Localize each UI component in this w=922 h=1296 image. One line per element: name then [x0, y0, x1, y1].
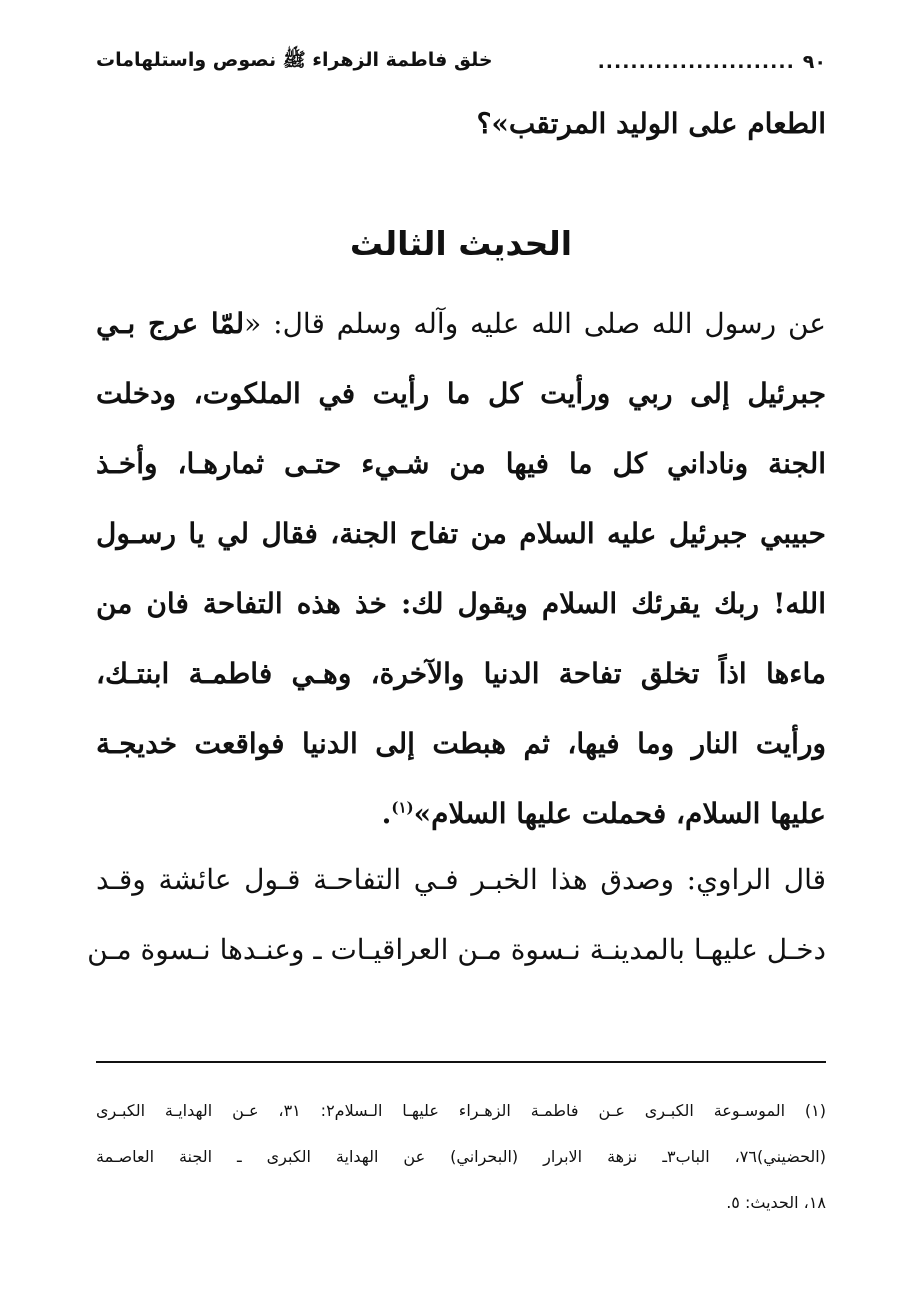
hadith-intro: عن رسول الله صلى الله عليه وآله وسلم قال: «	[244, 307, 826, 340]
continuation-line: الطعام على الوليد المرتقب»؟	[476, 107, 826, 140]
hadith-line-3: الجنة وناداني كل ما فيها من شـيء حتـى ثمارهـا، وأخـذ	[96, 447, 826, 480]
narrator-line-2: دخـل عليهـا بالمدينـة نـسوة مـن العراقيـات ـ وعنـدها نـسوة مـن	[87, 933, 826, 966]
hadith-line-6: ماءها اذاً تخلق تفاحة الدنيا والآخرة، وهـي فاطمـة ابنتـك،	[96, 657, 826, 690]
running-header	[96, 42, 826, 82]
page-number: ٩٠	[802, 51, 826, 73]
running-title: خلق فاطمة الزهراء ﷺ نصوص واستلهامات	[96, 49, 493, 71]
hadith-final-period: .	[381, 797, 392, 830]
hadith-line-8	[96, 794, 826, 834]
hadith-quote-start: لمّا عرج بـي	[96, 307, 245, 340]
hadith-line-7: ورأيت النار وما فيها، ثم هبطت إلى الدنيا فواقعت خديجـة	[96, 727, 826, 760]
narrator-line-1: قال الراوي: وصدق هذا الخبـر فـي التفاحـة قـول عائشة وقـد	[96, 863, 826, 896]
hadith-line-4: حبيبي جبرئيل عليه السلام من تفاح الجنة، فقال لي يا رسـول	[96, 517, 826, 550]
footnote-reference: (١)	[391, 798, 414, 817]
footnote-line-2: (الحضيني)٧٦، الباب٣ـ نزهة الابرار (البحراني) عن الهداية الكبرى ـ الجنة العاصـمة	[96, 1147, 826, 1166]
footnote-separator	[96, 1061, 826, 1063]
hadith-line-1	[96, 304, 826, 344]
header-leader-dots: ........................	[597, 51, 795, 73]
footnote-line-1: (١) الموسـوعة الكبـرى عـن فاطمـة الزهـراء عليهـا الـسلام٢: ٣١، عـن الهدايـة الكبـرى	[96, 1101, 826, 1120]
footnote-line-3: ١٨، الحديث: ٥.	[726, 1193, 826, 1212]
hadith-line-2: جبرئيل إلى ربي ورأيت كل ما رأيت في الملكوت، ودخلت	[96, 377, 826, 410]
hadith-line-5: الله! ربك يقرئك السلام ويقول لك: خذ هذه التفاحة فان من	[96, 587, 826, 620]
hadith-quote-end: عليها السلام، فحملت عليها السلام»	[413, 797, 826, 830]
section-title: الحديث الثالث	[349, 224, 573, 263]
header-number-group	[598, 51, 826, 73]
